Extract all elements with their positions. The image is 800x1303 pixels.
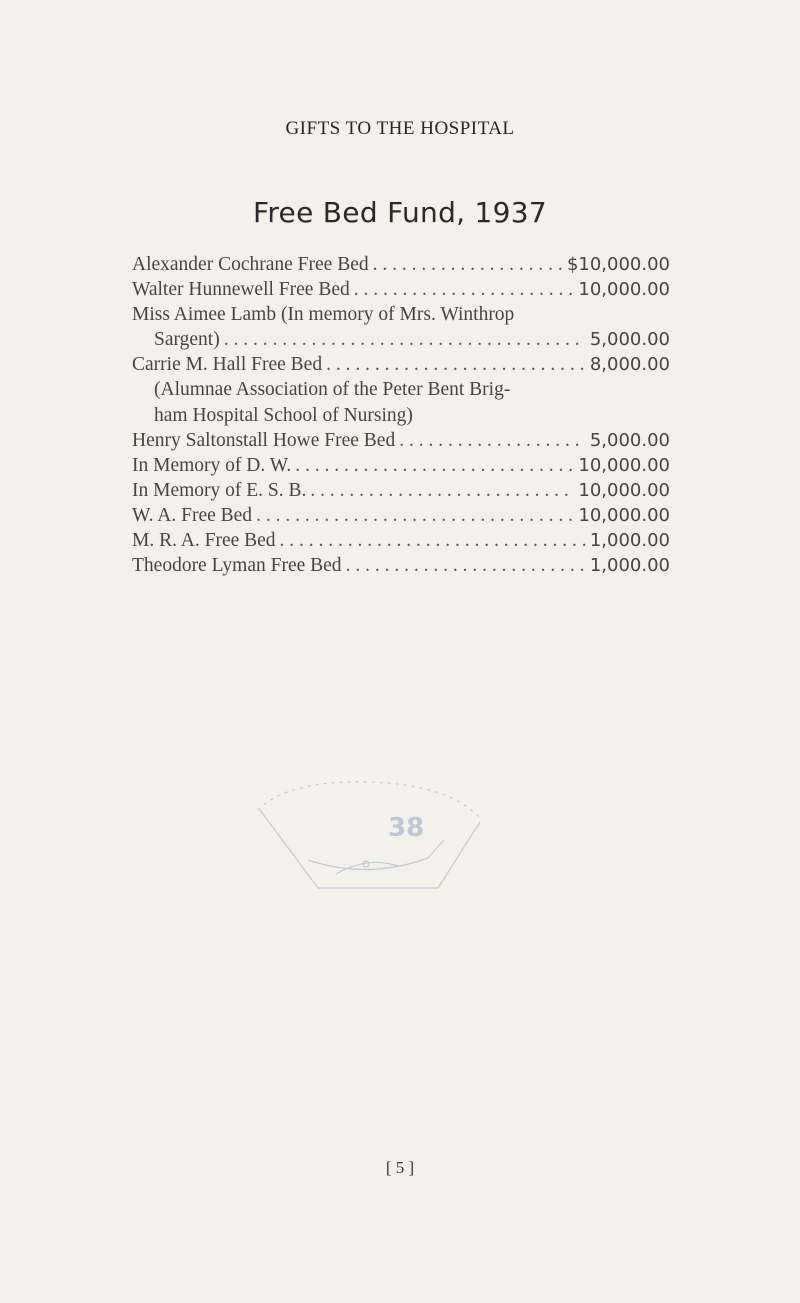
list-item bbox=[132, 553, 670, 578]
dot-leader bbox=[373, 252, 563, 277]
stamp-number: 38 bbox=[388, 813, 425, 843]
entry-name: M. R. A. Free Bed bbox=[132, 530, 276, 552]
list-item bbox=[132, 503, 670, 528]
entry-name: Henry Saltonstall Howe Free Bed bbox=[132, 429, 396, 451]
entry-name: W. A. Free Bed bbox=[132, 504, 253, 526]
list-item bbox=[132, 327, 670, 352]
entry-note: (Alumnae Association of the Peter Bent Brig- bbox=[154, 379, 511, 401]
entry-amount: 5,000.00 bbox=[589, 329, 670, 351]
entry-name: In Memory of E. S. B. bbox=[132, 479, 307, 501]
page-number: [ 5 ] bbox=[385, 1158, 415, 1177]
list-item bbox=[132, 528, 670, 553]
entry-name: In Memory of D. W. bbox=[132, 454, 292, 476]
list-item bbox=[132, 428, 670, 453]
list-item bbox=[132, 352, 670, 377]
entry-note: ham Hospital School of Nursing) bbox=[154, 404, 413, 426]
entry-amount: 8,000.00 bbox=[589, 354, 670, 376]
entry-name: Theodore Lyman Free Bed bbox=[132, 555, 342, 577]
fund-list bbox=[132, 252, 670, 578]
entry-name: Carrie M. Hall Free Bed bbox=[132, 354, 323, 376]
entry-name: Sargent) bbox=[154, 329, 220, 351]
entry-amount: 1,000.00 bbox=[589, 530, 670, 552]
dot-leader bbox=[399, 428, 586, 453]
list-item bbox=[132, 453, 670, 478]
entry-amount: $10,000.00 bbox=[566, 254, 670, 275]
dot-leader bbox=[295, 453, 574, 478]
list-item bbox=[132, 478, 670, 503]
entry-name: Walter Hunnewell Free Bed bbox=[132, 279, 350, 301]
entry-amount: 1,000.00 bbox=[589, 555, 670, 577]
dot-leader bbox=[346, 553, 586, 578]
library-stamp bbox=[248, 770, 488, 910]
list-item bbox=[132, 252, 670, 277]
entry-name: Alexander Cochrane Free Bed bbox=[132, 254, 369, 275]
entry-amount: 10,000.00 bbox=[578, 454, 670, 476]
entry-name-line: Miss Aimee Lamb (In memory of Mrs. Winthrop bbox=[132, 304, 515, 326]
entry-amount: 10,000.00 bbox=[578, 504, 670, 526]
dot-leader bbox=[224, 327, 586, 352]
dot-leader bbox=[256, 503, 574, 528]
running-head: GIFTS TO THE HOSPITAL bbox=[285, 118, 515, 139]
dot-leader bbox=[354, 277, 575, 302]
entry-amount: 5,000.00 bbox=[589, 429, 670, 451]
dot-leader bbox=[310, 478, 574, 503]
list-item bbox=[132, 277, 670, 302]
entry-amount: 10,000.00 bbox=[578, 479, 670, 501]
dot-leader bbox=[326, 352, 586, 377]
entry-amount: 10,000.00 bbox=[578, 279, 670, 301]
page-title: Free Bed Fund, 1937 bbox=[252, 196, 548, 229]
dot-leader bbox=[280, 528, 586, 553]
